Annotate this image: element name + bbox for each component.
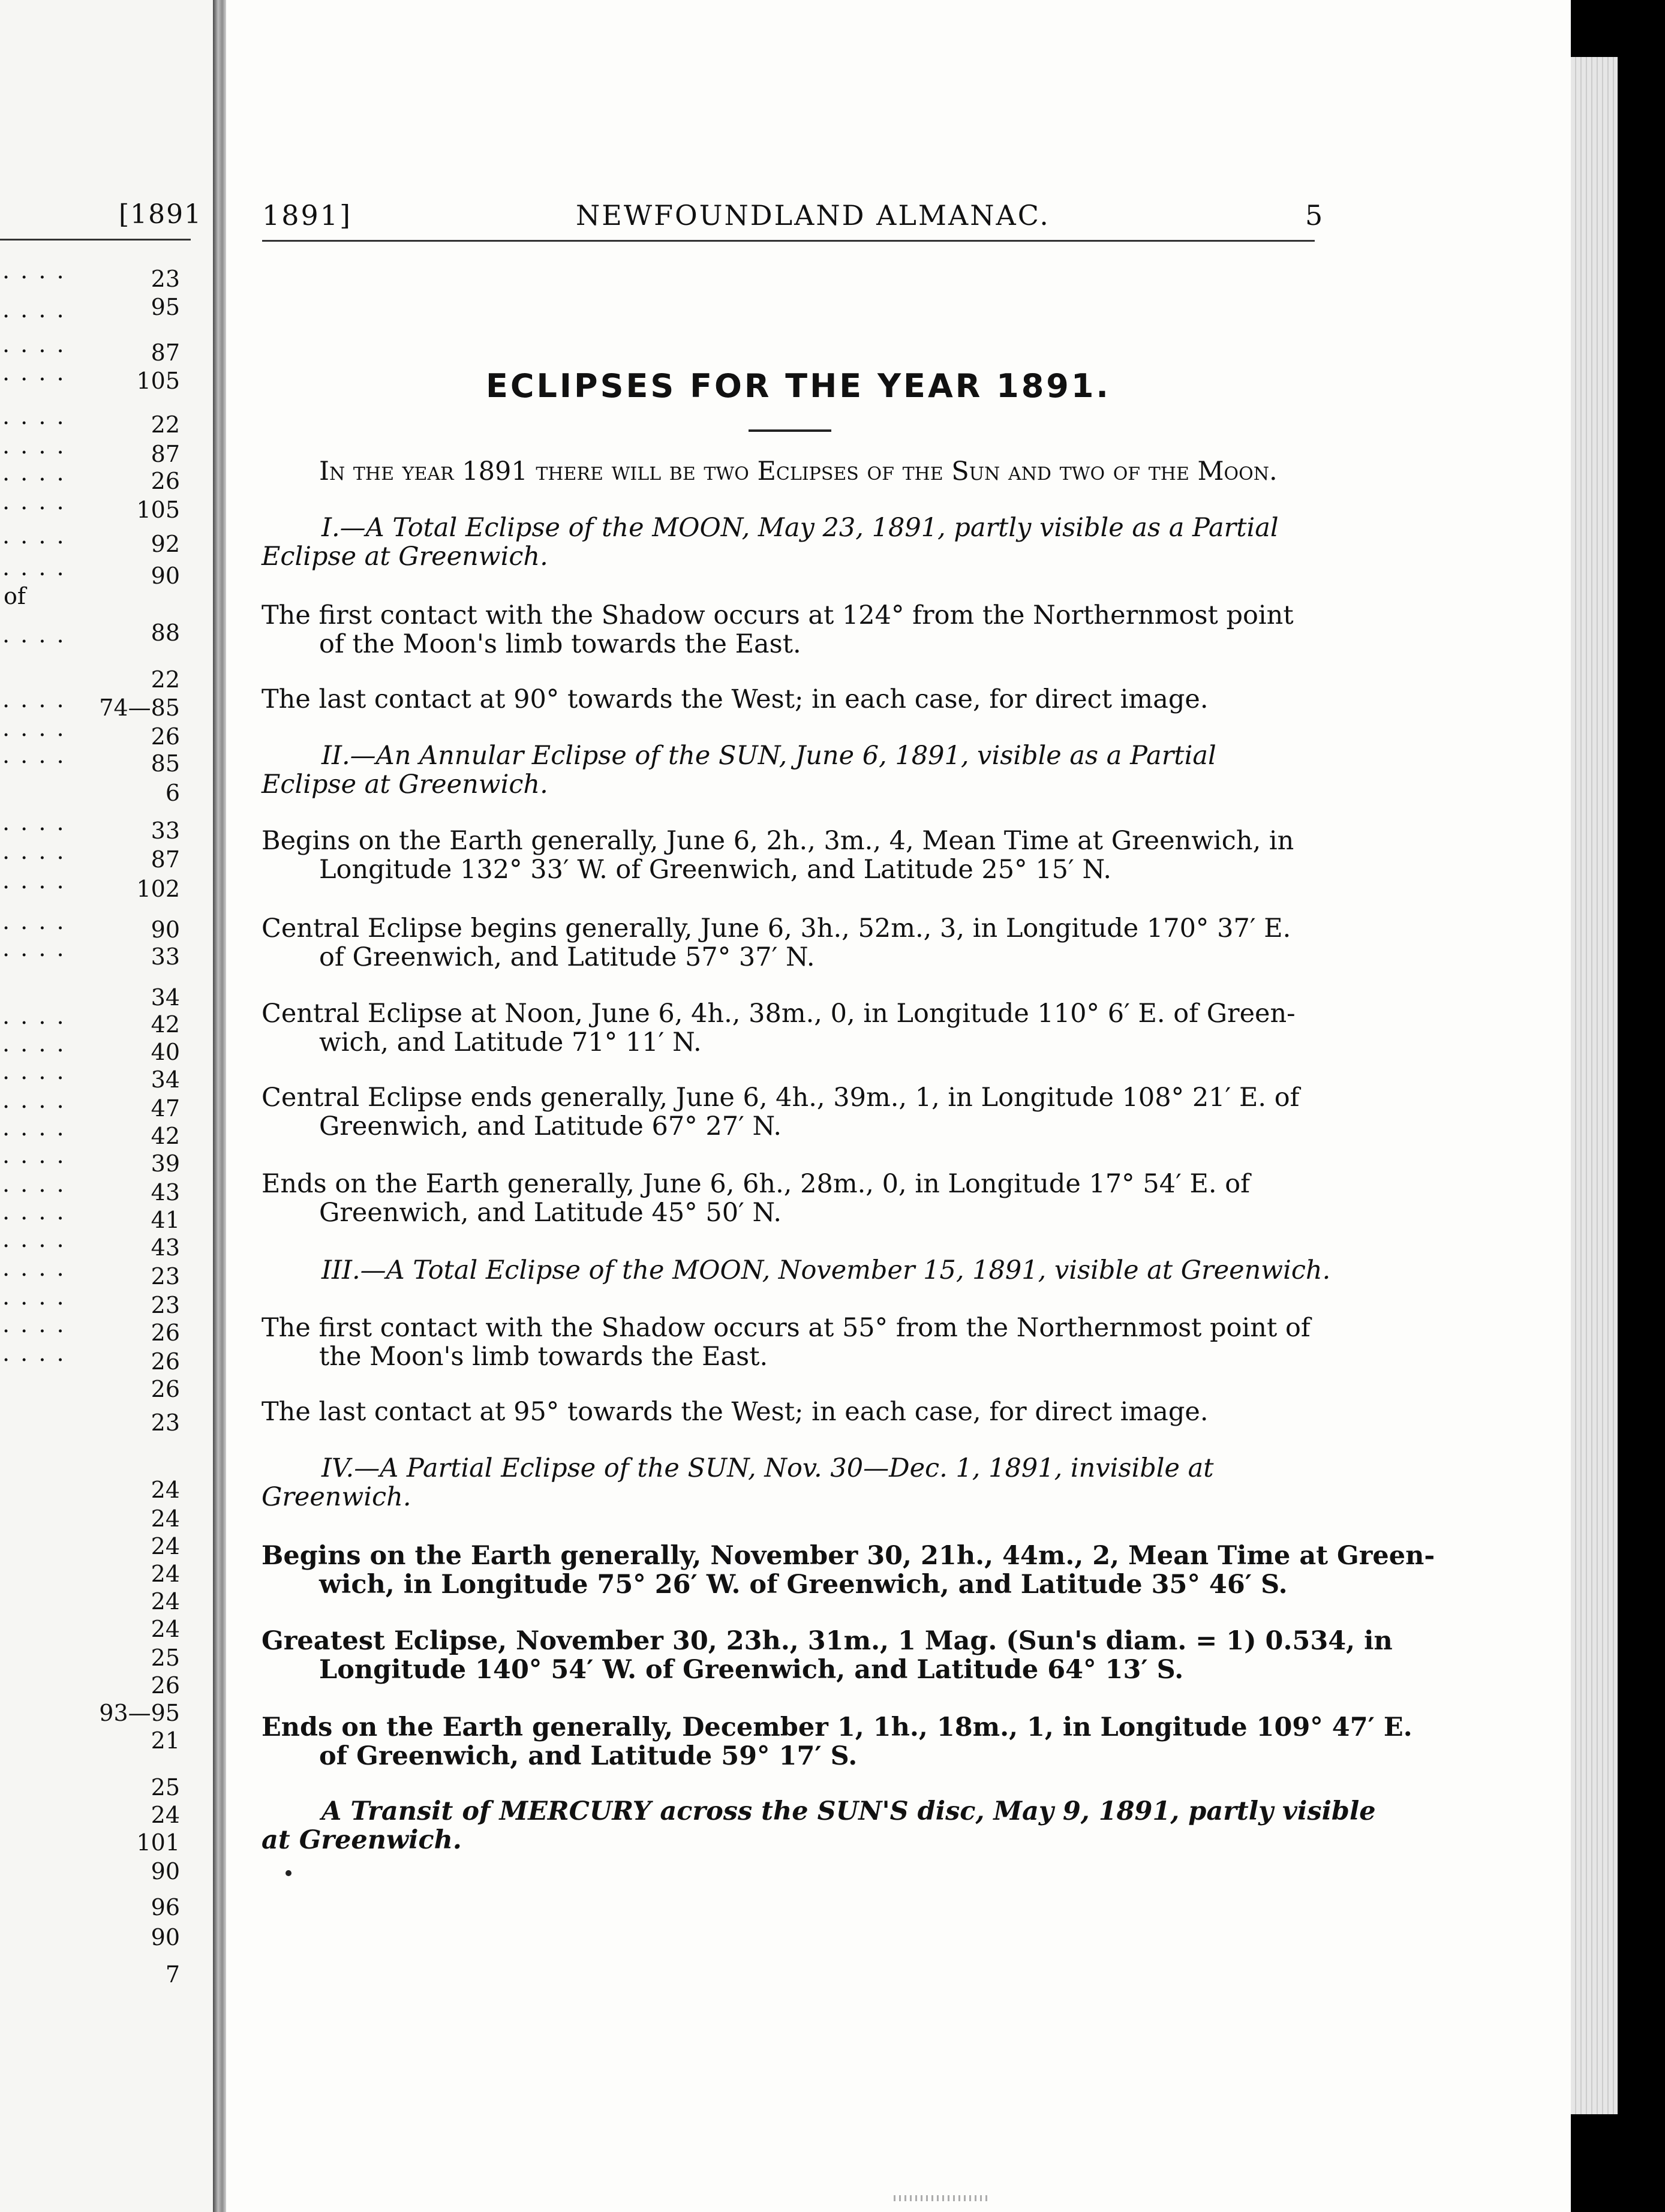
section-2-paragraph: Central Eclipse ends generally, June 6, 4h., 39m., 1, in Longitude 108° 21′ E. of Greenwich, and Latitude 67° 27′ N.: [262, 1083, 1300, 1141]
left-page-number: 90: [151, 563, 180, 589]
left-page-number: 42: [151, 1123, 180, 1149]
page-edges: [1571, 57, 1618, 2114]
left-page-leader-dots: . . . .: [2, 1226, 66, 1252]
left-page-number: 34: [151, 1066, 180, 1093]
left-page-number: 85: [151, 750, 180, 777]
left-page-leader-dots: . . . .: [2, 1255, 66, 1281]
left-page-number: 95: [151, 294, 180, 320]
left-page-number: 93—95: [99, 1700, 180, 1726]
left-page-number: 23: [151, 1263, 180, 1290]
left-page-number: 105: [136, 368, 180, 394]
section-4-paragraph: Begins on the Earth generally, November 30, 21h., 44m., 2, Mean Time at Green- wich, in Longitude 75° 26′ W. of Greenwich, and Latitude 35° 46′ S.: [262, 1541, 1435, 1600]
section-2-paragraph: Ends on the Earth generally, June 6, 6h., 28m., 0, in Longitude 17° 54′ E. of Greenwich, and Latitude 45° 50′ N.: [262, 1169, 1251, 1228]
left-page-leader-dots: . . . .: [2, 296, 66, 323]
left-page-leader-dots: . . . .: [2, 488, 66, 515]
left-page-number: 101: [136, 1829, 180, 1856]
title-rule: [749, 429, 831, 432]
left-page-fragment: [0, 0, 213, 2212]
left-page-leader-dots: . . . .: [2, 359, 66, 386]
left-page-number: 24: [151, 1588, 180, 1615]
left-page-leader-dots: . . . .: [2, 1087, 66, 1113]
left-page-leader-dots: . . . .: [2, 686, 66, 713]
scan-speckle: [894, 2195, 990, 2201]
left-page-leader-dots: . . . .: [2, 459, 66, 486]
left-page-number: 26: [151, 468, 180, 494]
left-page-number: 23: [151, 266, 180, 292]
left-page-leader-dots: . . . .: [2, 1030, 66, 1057]
left-page-number: 24: [151, 1802, 180, 1828]
left-page-number: 88: [151, 620, 180, 646]
left-page-number: 22: [151, 666, 180, 693]
left-page-number: 24: [151, 1616, 180, 1642]
left-page-number: 24: [151, 1561, 180, 1587]
left-page-number: 34: [151, 984, 180, 1011]
header-rule: [262, 240, 1315, 242]
left-page-header: [1891: [119, 199, 203, 230]
left-page-number: 26: [151, 723, 180, 750]
section-2-paragraph: Central Eclipse at Noon, June 6, 4h., 38m., 0, in Longitude 110° 6′ E. of Green- wich, and Latitude 71° 11′ N.: [262, 999, 1296, 1057]
left-page-rule: [0, 239, 191, 241]
section-3-paragraph: The last contact at 95° towards the West; in each case, for direct image.: [262, 1397, 1209, 1427]
left-page-number: 87: [151, 441, 180, 467]
left-page-leader-dots: . . . .: [2, 257, 66, 284]
left-page-leader-dots: . . . .: [2, 715, 66, 741]
left-page-number: 47: [151, 1095, 180, 1122]
left-page-number: 23: [151, 1292, 180, 1318]
left-page-number: 23: [151, 1409, 180, 1436]
section-3-paragraph: The first contact with the Shadow occurs at 55° from the Northernmost point of the Moon's limb towards the East.: [262, 1313, 1311, 1372]
left-page-number: 39: [151, 1150, 180, 1177]
section-4-paragraph: Ends on the Earth generally, December 1, 1h., 18m., 1, in Longitude 109° 47′ E. of Greenwich, and Latitude 59° 17′ S.: [262, 1712, 1412, 1771]
left-page-leader-dots: . . . .: [2, 838, 66, 864]
left-page-of-label: of: [4, 583, 26, 609]
left-page-number: 41: [151, 1207, 180, 1233]
left-page-number: 87: [151, 339, 180, 366]
transit-note: A Transit of MERCURY across the SUN'S disc, May 9, 1891, partly visible at Greenwich.: [262, 1796, 1376, 1855]
left-page-leader-dots: . . . .: [2, 867, 66, 894]
left-page-number: 96: [151, 1894, 180, 1921]
left-page-leader-dots: . . . .: [2, 1142, 66, 1168]
intro-paragraph: In the year 1891 there will be two Eclipses of the Sun and two of the Moon.: [319, 456, 1278, 486]
left-page-number: 105: [136, 497, 180, 523]
left-page-number: 92: [151, 531, 180, 557]
left-page-number: 25: [151, 1774, 180, 1801]
left-page-number: 40: [151, 1039, 180, 1065]
running-header-title: NEWFOUNDLAND ALMANAC.: [576, 199, 1050, 232]
left-page-number: 7: [165, 1961, 180, 1988]
left-page-leader-dots: . . . .: [2, 1003, 66, 1029]
left-page-leader-dots: . . . .: [2, 1311, 66, 1338]
left-page-leader-dots: . . . .: [2, 1340, 66, 1366]
section-4-paragraph: Greatest Eclipse, November 30, 23h., 31m., 1 Mag. (Sun's diam. = 1) 0.534, in Longitude 140° 54′ W. of Greenwich, and Latitude 64° 13′ S.: [262, 1626, 1393, 1685]
left-page-number: 6: [165, 780, 180, 806]
left-page-number: 90: [151, 1924, 180, 1950]
left-page-number: 42: [151, 1011, 180, 1038]
section-4-heading: IV.—A Partial Eclipse of the SUN, Nov. 30—Dec. 1, 1891, invisible at Greenwich.: [262, 1453, 1214, 1512]
left-page-number: 90: [151, 916, 180, 943]
left-page-leader-dots: . . . .: [2, 742, 66, 768]
section-2-heading: II.—An Annular Eclipse of the SUN, June 6, 1891, visible as a Partial Eclipse at Greenwich.: [262, 741, 1216, 800]
stray-dot: [285, 1870, 291, 1876]
section-2-paragraph: Central Eclipse begins generally, June 6, 3h., 52m., 3, in Longitude 170° 37′ E. of Greenwich, and Latitude 57° 37′ N.: [262, 913, 1291, 972]
left-page-number: 87: [151, 846, 180, 873]
left-page-number: 24: [151, 1505, 180, 1532]
book-gutter: [213, 0, 226, 2212]
left-page-leader-dots: . . . .: [2, 1058, 66, 1084]
left-page-leader-dots: . . . .: [2, 908, 66, 934]
left-page-number: 33: [151, 943, 180, 970]
left-page-leader-dots: . . . .: [2, 1198, 66, 1225]
left-page-leader-dots: . . . .: [2, 935, 66, 961]
left-page-leader-dots: . . . .: [2, 331, 66, 357]
left-page-leader-dots: . . . .: [2, 522, 66, 549]
section-1-heading: I.—A Total Eclipse of the MOON, May 23, 1891, partly visible as a Partial Eclipse at Greenwich.: [262, 513, 1279, 572]
left-page-number: 24: [151, 1477, 180, 1503]
left-page-leader-dots: . . . .: [2, 809, 66, 835]
left-page-number: 33: [151, 818, 180, 844]
left-page-number: 26: [151, 1348, 180, 1375]
left-page-leader-dots: . . . .: [2, 621, 66, 648]
left-page-number: 90: [151, 1858, 180, 1885]
section-1-paragraph: The first contact with the Shadow occurs at 124° from the Northernmost point of the Moon's limb towards the East.: [262, 600, 1294, 659]
left-page-leader-dots: . . . .: [2, 1284, 66, 1310]
left-page-number: 21: [151, 1727, 180, 1754]
page-number: 5: [1305, 199, 1325, 232]
running-header-year: 1891]: [262, 199, 353, 232]
left-page-number: 26: [151, 1376, 180, 1402]
left-page-number: 43: [151, 1179, 180, 1206]
section-3-heading: III.—A Total Eclipse of the MOON, November 15, 1891, visible at Greenwich.: [321, 1255, 1331, 1285]
left-page-number: 43: [151, 1234, 180, 1261]
left-page-leader-dots: . . . .: [2, 403, 66, 429]
left-page-leader-dots: . . . .: [2, 554, 66, 581]
left-page-number: 74—85: [99, 695, 180, 721]
section-2-paragraph: Begins on the Earth generally, June 6, 2h., 3m., 4, Mean Time at Greenwich, in Longitude 132° 33′ W. of Greenwich, and Latitude 25° 15′ N.: [262, 826, 1294, 885]
left-page-number: 102: [136, 876, 180, 902]
left-page-number: 26: [151, 1672, 180, 1699]
section-1-paragraph: The last contact at 90° towards the West; in each case, for direct image.: [262, 684, 1209, 714]
left-page-leader-dots: . . . .: [2, 432, 66, 459]
left-page-number: 24: [151, 1533, 180, 1559]
left-page-leader-dots: . . . .: [2, 1171, 66, 1197]
left-page-leader-dots: . . . .: [2, 1114, 66, 1141]
page-title: ECLIPSES FOR THE YEAR 1891.: [486, 367, 1111, 405]
left-page-number: 25: [151, 1645, 180, 1671]
left-page-number: 26: [151, 1320, 180, 1346]
left-page-number: 22: [151, 411, 180, 438]
